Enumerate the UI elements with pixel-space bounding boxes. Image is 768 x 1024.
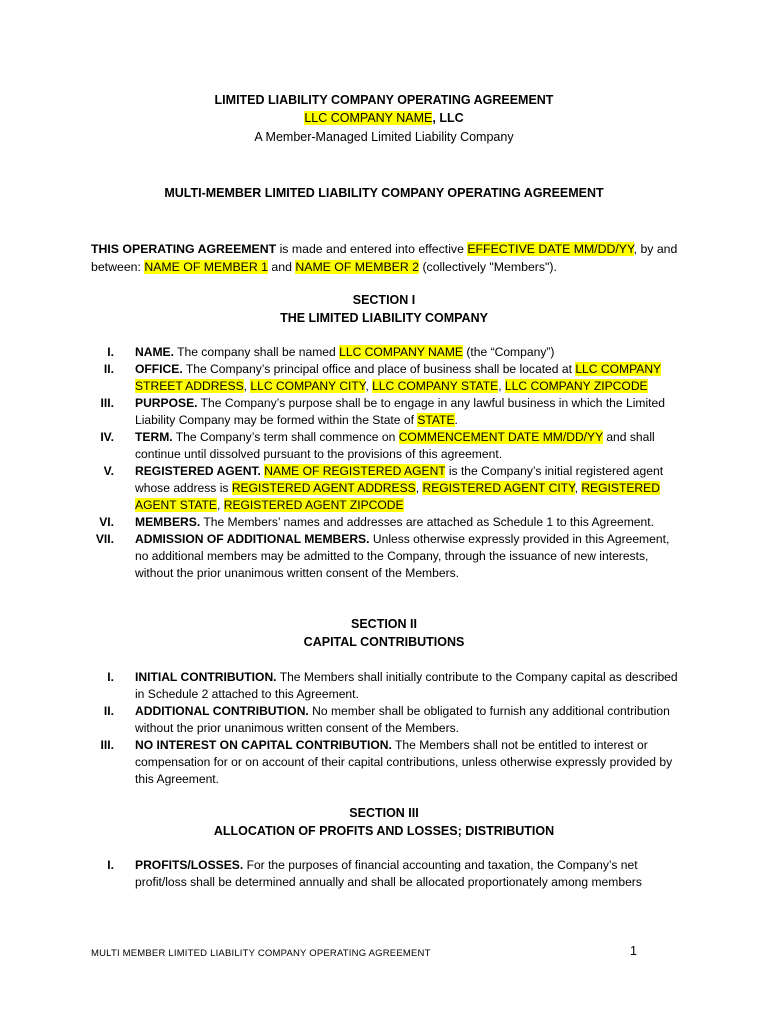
section-2-title: CAPITAL CONTRIBUTIONS: [303, 634, 465, 649]
agent-zipcode-field: REGISTERED AGENT ZIPCODE: [223, 498, 404, 512]
document-subtitle: A Member-Managed Limited Liability Company: [254, 130, 514, 144]
list-item: [0, 514, 680, 531]
item-number: I.: [107, 858, 114, 872]
item-heading: ADMISSION OF ADDITIONAL MEMBERS.: [135, 532, 370, 546]
item-heading: NAME.: [135, 345, 174, 359]
item-text: The Members shall initially contribute to the Company capital as described in Schedule 2 attached to this Agreement.: [135, 670, 678, 701]
list-item: [0, 737, 680, 788]
item-text: ,: [415, 481, 423, 495]
company-suffix: , LLC: [432, 111, 464, 125]
item-text: ,: [365, 379, 373, 393]
document-title: LIMITED LIABILITY COMPANY OPERATING AGREEMENT: [214, 93, 554, 107]
item-number: I.: [107, 345, 114, 359]
item-text: is the Company’s initial registered agent whose address is: [135, 464, 664, 495]
list-item: [0, 344, 680, 361]
intro-text: (collectively "Members").: [419, 259, 557, 274]
item-number: VII.: [95, 532, 114, 546]
item-text: No member shall be obligated to furnish any additional contribution without the prior unanimous written consent of the Members.: [135, 704, 670, 735]
member-2-field: NAME OF MEMBER 2: [295, 259, 420, 274]
intro-text: and: [268, 259, 296, 274]
company-name-field: LLC COMPANY NAME: [339, 345, 464, 359]
zipcode-field: LLC COMPANY ZIPCODE: [504, 379, 648, 393]
company-name-field: LLC COMPANY NAME: [304, 111, 433, 125]
item-heading: PROFITS/LOSSES.: [135, 858, 244, 872]
item-text: The company shall be named: [173, 345, 340, 359]
item-number: V.: [103, 464, 114, 478]
item-text: The Company’s term shall commence on: [172, 430, 399, 444]
section-2-list: [0, 669, 768, 788]
item-heading: MEMBERS.: [135, 515, 201, 529]
item-number: II.: [103, 362, 114, 376]
list-item: [0, 669, 680, 703]
member-1-field: NAME OF MEMBER 1: [144, 259, 268, 274]
company-name-line: [0, 111, 768, 125]
item-text: For the purposes of financial accounting and taxation, the Company’s net profit/loss shall be determined annually and shall be allocated proportionately among members: [135, 858, 642, 889]
item-number: III.: [100, 738, 114, 752]
list-item: [0, 429, 680, 463]
intro-text: is made and entered into effective: [276, 242, 468, 256]
city-field: LLC COMPANY CITY: [250, 379, 366, 393]
agent-state-field: REGISTERED AGENT STATE: [135, 481, 660, 512]
state-field: LLC COMPANY STATE: [372, 379, 499, 393]
section-2-label: SECTION II: [351, 617, 417, 631]
item-heading: TERM.: [135, 430, 173, 444]
list-item: [0, 395, 680, 429]
item-heading: NO INTEREST ON CAPITAL CONTRIBUTION.: [135, 738, 392, 752]
item-heading: OFFICE.: [135, 362, 183, 376]
item-text: and shall continue until dissolved pursuant to the provisions of this agreement.: [135, 430, 655, 461]
item-text: The Members’ names and addresses are attached as Schedule 1 to this Agreement.: [200, 515, 654, 529]
item-text: The Members shall not be entitled to interest or compensation for or on account of their capital contributions, unless otherwise expressly provided by this Agreement.: [135, 738, 673, 786]
section-1-label: SECTION I: [352, 293, 416, 307]
item-text: The Company’s purpose shall be to engage in any lawful business in which the Limited Liability Company may be formed within the State of: [135, 396, 665, 427]
item-text: The Company’s principal office and place of business shall be located at: [182, 362, 576, 376]
item-text: ,: [216, 498, 224, 512]
street-address-field: LLC COMPANY STREET ADDRESS: [135, 362, 662, 393]
agreement-title: MULTI-MEMBER LIMITED LIABILITY COMPANY OPERATING AGREEMENT: [164, 186, 604, 200]
section-1-heading: [0, 292, 768, 327]
item-heading: PURPOSE.: [135, 396, 198, 410]
intro-lead: THIS OPERATING AGREEMENT: [91, 242, 277, 256]
section-3-label: SECTION III: [349, 806, 419, 820]
agent-address-field: REGISTERED AGENT ADDRESS: [231, 481, 416, 495]
item-number: II.: [103, 704, 114, 718]
section-3-title: ALLOCATION OF PROFITS AND LOSSES; DISTRIBUTION: [213, 823, 555, 838]
section-3-heading: [0, 805, 768, 840]
intro-text: , by and between:: [91, 242, 678, 274]
agent-name-field: NAME OF REGISTERED AGENT: [264, 464, 446, 478]
section-2-heading: [0, 616, 768, 651]
item-number: VI.: [99, 515, 114, 529]
list-item: [0, 463, 680, 514]
item-text: .: [454, 413, 458, 427]
effective-date-field: EFFECTIVE DATE MM/DD/YY: [467, 242, 634, 256]
section-3-list: [0, 857, 768, 891]
item-number: IV.: [100, 430, 114, 444]
section-1-title: THE LIMITED LIABILITY COMPANY: [280, 310, 488, 325]
list-item: [0, 361, 680, 395]
item-heading: ADDITIONAL CONTRIBUTION.: [135, 704, 309, 718]
agent-city-field: REGISTERED AGENT CITY: [422, 481, 575, 495]
item-heading: INITIAL CONTRIBUTION.: [135, 670, 277, 684]
item-text: ,: [498, 379, 505, 393]
formation-state-field: STATE: [417, 413, 455, 427]
item-text: ,: [574, 481, 582, 495]
footer-title: MULTI MEMBER LIMITED LIABILITY COMPANY OPERATING AGREEMENT: [91, 948, 431, 959]
commencement-date-field: COMMENCEMENT DATE MM/DD/YY: [398, 430, 603, 444]
item-text: Unless otherwise expressly provided in this Agreement, no additional members may be admitted to the Company, through the issuance of new interests, without the prior unanimous written consent of the Members.: [135, 532, 670, 580]
item-heading: REGISTERED AGENT.: [135, 464, 261, 478]
item-text: ,: [243, 379, 251, 393]
list-item: [0, 857, 680, 891]
section-1-list: [0, 344, 768, 582]
item-text: (the “Company”): [463, 345, 555, 359]
item-number: I.: [107, 670, 114, 684]
list-item: [0, 531, 680, 582]
page-number: 1: [630, 944, 637, 958]
list-item: [0, 703, 680, 737]
item-number: III.: [100, 396, 114, 410]
intro-paragraph: [91, 241, 681, 276]
